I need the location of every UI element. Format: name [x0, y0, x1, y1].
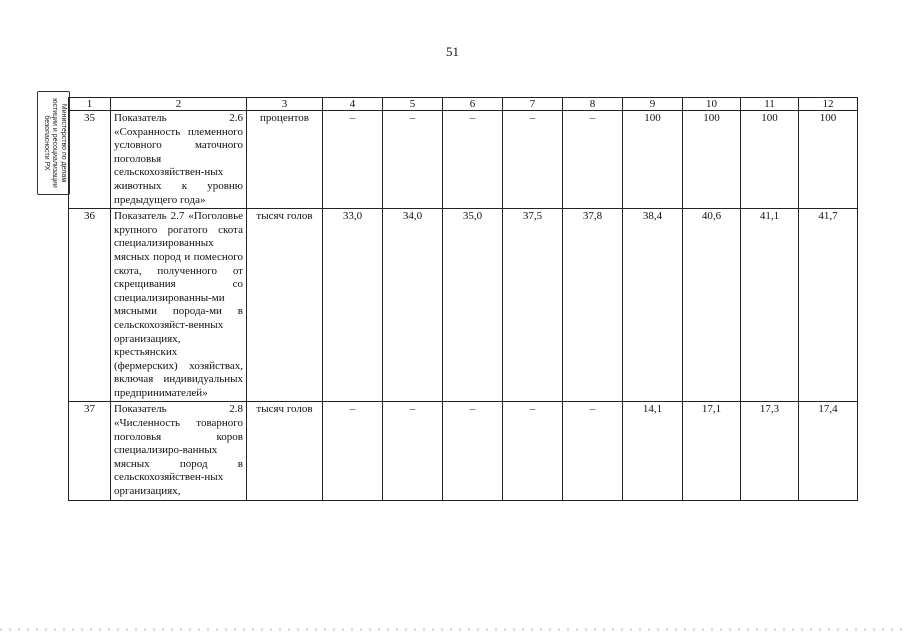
- value-cell: 41,1: [741, 209, 799, 402]
- value-cell: 41,7: [799, 209, 858, 402]
- indicator-name: Показатель 2.6 «Сохранность племенного условного маточного поголовья сельскохозяйствен-ных животных к уровню предыдущего года»: [111, 111, 247, 209]
- table-header-row: [69, 98, 858, 111]
- header-cell: 5: [383, 98, 443, 111]
- header-cell: 8: [563, 98, 623, 111]
- registration-stamp: [37, 91, 70, 195]
- header-cell: 12: [799, 98, 858, 111]
- value-cell: 17,4: [799, 402, 858, 500]
- header-cell: 3: [247, 98, 323, 111]
- header-cell: 6: [443, 98, 503, 111]
- unit-cell: тысяч голов: [247, 402, 323, 500]
- value-cell: 37,5: [503, 209, 563, 402]
- indicator-name: Показатель 2.7 «Поголовье крупного рогатого скота специализированных мясных пород и помесного скота, полученного от скрещивания со специализированны-ми мясными порода-ми в сельскохозяйст-венных организациях, крестьянских (фермерских) хозяйствах, включая индивидуальных предпринимателей»: [111, 209, 247, 402]
- value-cell: 35,0: [443, 209, 503, 402]
- header-cell: 9: [623, 98, 683, 111]
- indicator-name: Показатель 2.8 «Численность товарного поголовья коров специализиро-ванных мясных пород в сельскохозяйствен-ных организациях,: [111, 402, 247, 500]
- table-row: [69, 402, 858, 500]
- value-cell: –: [383, 111, 443, 209]
- value-cell: 100: [799, 111, 858, 209]
- header-cell: 7: [503, 98, 563, 111]
- table-row: [69, 209, 858, 402]
- header-cell: 11: [741, 98, 799, 111]
- value-cell: 100: [683, 111, 741, 209]
- scan-artifact: [0, 628, 905, 631]
- value-cell: –: [443, 402, 503, 500]
- value-cell: –: [323, 402, 383, 500]
- value-cell: 37,8: [563, 209, 623, 402]
- header-cell: 1: [69, 98, 111, 111]
- value-cell: –: [503, 402, 563, 500]
- indicators-table: [68, 97, 858, 501]
- header-cell: 4: [323, 98, 383, 111]
- value-cell: –: [563, 402, 623, 500]
- value-cell: 38,4: [623, 209, 683, 402]
- value-cell: 40,6: [683, 209, 741, 402]
- value-cell: 17,3: [741, 402, 799, 500]
- stamp-text: Министерство по делам юстиции и ресоциализации безопасности РХ: [42, 98, 67, 188]
- value-cell: –: [563, 111, 623, 209]
- table-row: [69, 111, 858, 209]
- header-cell: 10: [683, 98, 741, 111]
- value-cell: 17,1: [683, 402, 741, 500]
- value-cell: 33,0: [323, 209, 383, 402]
- header-cell: 2: [111, 98, 247, 111]
- value-cell: –: [443, 111, 503, 209]
- row-number: 36: [69, 209, 111, 402]
- value-cell: 14,1: [623, 402, 683, 500]
- unit-cell: тысяч голов: [247, 209, 323, 402]
- page-number: 51: [446, 44, 459, 59]
- value-cell: 100: [623, 111, 683, 209]
- value-cell: –: [323, 111, 383, 209]
- unit-cell: процентов: [247, 111, 323, 209]
- row-number: 37: [69, 402, 111, 500]
- value-cell: –: [383, 402, 443, 500]
- value-cell: –: [503, 111, 563, 209]
- value-cell: 100: [741, 111, 799, 209]
- row-number: 35: [69, 111, 111, 209]
- value-cell: 34,0: [383, 209, 443, 402]
